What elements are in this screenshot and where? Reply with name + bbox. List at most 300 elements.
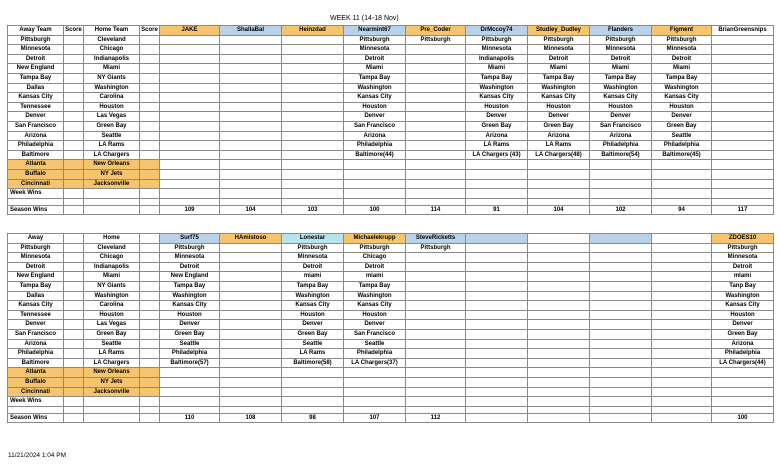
season-wins-label: Season Wins xyxy=(8,413,64,423)
pick-cell xyxy=(220,160,282,170)
pick-cell xyxy=(282,93,344,103)
away-score xyxy=(64,310,84,320)
pick-cell xyxy=(282,121,344,131)
pick-cell: Pittsburgh xyxy=(344,243,406,253)
pick-cell xyxy=(652,377,712,387)
home-team: Seattle xyxy=(84,339,140,349)
away-score xyxy=(64,54,84,64)
week-wins-cell xyxy=(220,189,282,199)
home-score xyxy=(140,141,160,151)
pick-cell xyxy=(590,301,652,311)
pick-cell xyxy=(220,150,282,160)
away-score xyxy=(64,45,84,55)
pick-cell: San Francisco xyxy=(590,121,652,131)
pick-cell xyxy=(712,368,774,378)
away-score xyxy=(64,169,84,179)
spacer-cell xyxy=(712,198,774,205)
pick-cell xyxy=(220,141,282,151)
season-wins-blank xyxy=(84,413,140,423)
pick-cell: Washington xyxy=(528,83,590,93)
pick-cell xyxy=(282,150,344,160)
home-score xyxy=(140,121,160,131)
pick-cell xyxy=(406,387,466,397)
pick-cell: Seattle xyxy=(160,339,220,349)
pick-cell xyxy=(528,169,590,179)
pick-cell xyxy=(160,179,220,189)
pick-cell xyxy=(406,310,466,320)
away-score xyxy=(64,83,84,93)
season-wins-value: 107 xyxy=(344,413,406,423)
pick-cell xyxy=(344,169,406,179)
pick-cell: Washington xyxy=(712,291,774,301)
pick-cell xyxy=(220,54,282,64)
away-score xyxy=(64,329,84,339)
away-team: Minnesota xyxy=(8,45,64,55)
pick-cell: Pittsburgh xyxy=(528,35,590,45)
season-wins-value: 112 xyxy=(406,413,466,423)
away-score xyxy=(64,93,84,103)
game-row xyxy=(8,179,774,189)
pick-cell xyxy=(466,368,528,378)
pick-cell: miami xyxy=(344,272,406,282)
pick-cell: LA Chargers(48) xyxy=(528,150,590,160)
pick-cell xyxy=(220,377,282,387)
header-row xyxy=(8,234,774,244)
season-wins-value: 104 xyxy=(528,205,590,215)
away-team: Kansas City xyxy=(8,301,64,311)
pick-cell xyxy=(590,262,652,272)
pick-cell xyxy=(466,160,528,170)
home-score xyxy=(140,310,160,320)
pick-cell: Philadelphia xyxy=(344,141,406,151)
game-row xyxy=(8,320,774,330)
home-team: Indianapolis xyxy=(84,54,140,64)
pick-cell xyxy=(406,339,466,349)
column-header: Score xyxy=(64,26,84,36)
pick-cell xyxy=(406,301,466,311)
pick-cell xyxy=(160,377,220,387)
pick-cell xyxy=(220,368,282,378)
away-team: Dallas xyxy=(8,83,64,93)
week-wins-cell xyxy=(712,397,774,407)
pick-cell: Houston xyxy=(282,310,344,320)
season-wins-value: 117 xyxy=(712,205,774,215)
pick-cell: Tampa Bay xyxy=(344,73,406,83)
pick-cell xyxy=(652,160,712,170)
away-team: Detroit xyxy=(8,54,64,64)
away-team: Philadelphia xyxy=(8,349,64,359)
pick-cell: Pittsburgh xyxy=(652,35,712,45)
game-row xyxy=(8,301,774,311)
away-team: Denver xyxy=(8,320,64,330)
spacer-cell xyxy=(140,406,160,413)
pick-cell: Houston xyxy=(160,310,220,320)
pick-cell: Miami xyxy=(590,64,652,74)
pick-cell xyxy=(652,320,712,330)
home-team: NY Jets xyxy=(84,377,140,387)
pick-cell xyxy=(282,35,344,45)
pick-cell: Minnesota xyxy=(344,45,406,55)
game-row xyxy=(8,281,774,291)
away-team: Philadelphia xyxy=(8,141,64,151)
game-row xyxy=(8,291,774,301)
spacer-cell xyxy=(466,198,528,205)
pick-cell: Arizona xyxy=(466,131,528,141)
game-row xyxy=(8,310,774,320)
pick-cell xyxy=(590,253,652,263)
pick-cell xyxy=(712,73,774,83)
season-wins-blank xyxy=(140,205,160,215)
pick-cell xyxy=(466,179,528,189)
away-team: Tennessee xyxy=(8,102,64,112)
pick-cell xyxy=(652,272,712,282)
spacer-row xyxy=(8,406,774,413)
picker-name: Studley_Dudley xyxy=(528,26,590,36)
picker-name: Flanders xyxy=(590,26,652,36)
pick-cell xyxy=(282,45,344,55)
away-score xyxy=(64,349,84,359)
pick-cell: Baltimore(58) xyxy=(282,358,344,368)
pick-cell: Seattle xyxy=(652,131,712,141)
pick-cell xyxy=(466,243,528,253)
week-wins-cell xyxy=(64,397,84,407)
pick-cell xyxy=(466,291,528,301)
picker-name: ZDOES10 xyxy=(712,234,774,244)
game-row xyxy=(8,73,774,83)
column-header: Score xyxy=(140,26,160,36)
pick-cell: Minnesota xyxy=(652,45,712,55)
pick-cell xyxy=(590,179,652,189)
week-wins-cell xyxy=(406,397,466,407)
picks-table-top xyxy=(7,25,774,215)
column-header xyxy=(140,234,160,244)
pick-cell: LA Chargers (43) xyxy=(466,150,528,160)
game-row xyxy=(8,93,774,103)
pick-cell xyxy=(406,54,466,64)
away-score xyxy=(64,262,84,272)
away-team: Tennessee xyxy=(8,310,64,320)
away-team: Cincinnati xyxy=(8,179,64,189)
pick-cell: Kansas City xyxy=(528,93,590,103)
season-wins-value: 110 xyxy=(160,413,220,423)
pick-cell: Houston xyxy=(652,102,712,112)
pick-cell xyxy=(220,339,282,349)
pick-cell xyxy=(652,291,712,301)
pick-cell: Detroit xyxy=(344,54,406,64)
home-score xyxy=(140,349,160,359)
pick-cell xyxy=(220,301,282,311)
pick-cell: Tampa Bay xyxy=(590,73,652,83)
pick-cell xyxy=(712,112,774,122)
game-row xyxy=(8,64,774,74)
home-team: Chicago xyxy=(84,45,140,55)
pick-cell: Arizona xyxy=(528,131,590,141)
pick-cell: Detroit xyxy=(528,54,590,64)
pick-cell: Detroit xyxy=(160,262,220,272)
game-row xyxy=(8,262,774,272)
spacer-cell xyxy=(652,198,712,205)
pick-cell xyxy=(160,64,220,74)
pick-cell: LA Chargers(44) xyxy=(712,358,774,368)
pick-cell: Denver xyxy=(528,112,590,122)
spacer-cell xyxy=(712,406,774,413)
pick-cell xyxy=(160,93,220,103)
home-team: New Orleans xyxy=(84,368,140,378)
pick-cell xyxy=(590,339,652,349)
season-wins-value: 108 xyxy=(220,413,282,423)
pick-cell xyxy=(466,272,528,282)
pick-cell xyxy=(220,349,282,359)
pick-cell xyxy=(590,169,652,179)
away-team: New England xyxy=(8,272,64,282)
pick-cell: Pittsburgh xyxy=(406,35,466,45)
picks-table-bottom xyxy=(7,233,774,423)
pick-cell: Detroit xyxy=(590,54,652,64)
away-team: Dallas xyxy=(8,291,64,301)
away-team: Atlanta xyxy=(8,368,64,378)
pick-cell xyxy=(282,179,344,189)
pick-cell: Kansas City xyxy=(344,301,406,311)
away-team: San Francisco xyxy=(8,329,64,339)
home-score xyxy=(140,102,160,112)
pick-cell xyxy=(406,272,466,282)
pick-cell xyxy=(220,179,282,189)
pick-cell: Philadelphia xyxy=(160,349,220,359)
pick-cell xyxy=(406,121,466,131)
away-team: Detroit xyxy=(8,262,64,272)
season-wins-row xyxy=(8,205,774,215)
pick-cell xyxy=(282,368,344,378)
pick-cell xyxy=(160,387,220,397)
away-score xyxy=(64,291,84,301)
pick-cell: Washington xyxy=(652,83,712,93)
pick-cell: Philadelphia xyxy=(712,349,774,359)
home-score xyxy=(140,64,160,74)
pick-cell xyxy=(220,358,282,368)
home-score xyxy=(140,320,160,330)
home-score xyxy=(140,358,160,368)
away-team: Baltimore xyxy=(8,150,64,160)
pick-cell xyxy=(652,253,712,263)
pick-cell xyxy=(712,121,774,131)
home-team: Las Vegas xyxy=(84,320,140,330)
season-wins-value: 98 xyxy=(282,413,344,423)
pick-cell xyxy=(220,83,282,93)
pick-cell: Tampa Bay xyxy=(528,73,590,83)
home-score xyxy=(140,262,160,272)
pick-cell: New England xyxy=(160,272,220,282)
season-wins-blank xyxy=(84,205,140,215)
pick-cell xyxy=(528,301,590,311)
pick-cell: Miami xyxy=(652,64,712,74)
spacer-row xyxy=(8,198,774,205)
game-row xyxy=(8,272,774,282)
away-team: Pittsburgh xyxy=(8,243,64,253)
spacer-cell xyxy=(8,198,64,205)
pick-cell: Pittsburgh xyxy=(344,35,406,45)
week-wins-cell xyxy=(344,397,406,407)
week-wins-cell xyxy=(160,189,220,199)
pick-cell xyxy=(528,281,590,291)
home-score xyxy=(140,243,160,253)
away-team: Tampa Bay xyxy=(8,281,64,291)
season-wins-value xyxy=(466,413,528,423)
pick-cell xyxy=(344,387,406,397)
pick-cell xyxy=(466,377,528,387)
home-team: LA Rams xyxy=(84,349,140,359)
home-team: Green Bay xyxy=(84,121,140,131)
pick-cell xyxy=(282,131,344,141)
home-team: Houston xyxy=(84,102,140,112)
home-score xyxy=(140,45,160,55)
week-wins-cell xyxy=(590,189,652,199)
game-row xyxy=(8,131,774,141)
pick-cell xyxy=(220,131,282,141)
pick-cell: Baltimore(44) xyxy=(344,150,406,160)
pick-cell xyxy=(220,310,282,320)
home-team: Las Vegas xyxy=(84,112,140,122)
home-team: Chicago xyxy=(84,253,140,263)
pick-cell xyxy=(344,160,406,170)
pick-cell xyxy=(466,320,528,330)
pick-cell: LA Chargers(37) xyxy=(344,358,406,368)
week-wins-cell xyxy=(712,189,774,199)
pick-cell xyxy=(406,291,466,301)
week-wins-cell xyxy=(64,189,84,199)
week-wins-cell xyxy=(282,397,344,407)
pick-cell: Indianapolis xyxy=(466,54,528,64)
away-score xyxy=(64,358,84,368)
pick-cell xyxy=(712,35,774,45)
spacer-cell xyxy=(220,406,282,413)
pick-cell xyxy=(466,281,528,291)
pick-cell: Philadelphia xyxy=(590,141,652,151)
pick-cell xyxy=(220,262,282,272)
picker-name: BrianGreensnips xyxy=(712,26,774,36)
pick-cell: Detroit xyxy=(282,262,344,272)
pick-cell xyxy=(220,93,282,103)
home-score xyxy=(140,160,160,170)
home-score xyxy=(140,150,160,160)
pick-cell xyxy=(712,387,774,397)
away-team: Arizona xyxy=(8,339,64,349)
pick-cell xyxy=(406,368,466,378)
game-row xyxy=(8,358,774,368)
spacer-cell xyxy=(590,198,652,205)
pick-cell: Philadelphia xyxy=(652,141,712,151)
pick-cell: Tampa Bay xyxy=(282,281,344,291)
pick-cell xyxy=(590,349,652,359)
pick-cell: Baltimore(54) xyxy=(590,150,652,160)
pick-cell xyxy=(220,281,282,291)
spacer-cell xyxy=(160,198,220,205)
pick-cell xyxy=(712,54,774,64)
pick-cell: Green Bay xyxy=(160,329,220,339)
pick-cell: San Francisco xyxy=(344,121,406,131)
game-row xyxy=(8,112,774,122)
pick-cell xyxy=(282,387,344,397)
pick-cell: Minnesota xyxy=(590,45,652,55)
pick-cell xyxy=(220,243,282,253)
column-header: Away Team xyxy=(8,26,64,36)
header-row xyxy=(8,26,774,36)
away-team: San Francisco xyxy=(8,121,64,131)
pick-cell xyxy=(652,358,712,368)
pick-cell: Kansas City xyxy=(652,93,712,103)
week-wins-row xyxy=(8,189,774,199)
spacer-cell xyxy=(160,406,220,413)
home-score xyxy=(140,368,160,378)
away-team: Arizona xyxy=(8,131,64,141)
pick-cell xyxy=(590,358,652,368)
home-team: Seattle xyxy=(84,131,140,141)
away-score xyxy=(64,121,84,131)
home-score xyxy=(140,329,160,339)
home-team: Miami xyxy=(84,272,140,282)
pick-cell xyxy=(220,73,282,83)
game-row xyxy=(8,169,774,179)
game-row xyxy=(8,339,774,349)
spacer-cell xyxy=(140,198,160,205)
away-score xyxy=(64,64,84,74)
pick-cell xyxy=(160,83,220,93)
pick-cell: Detroit xyxy=(712,262,774,272)
home-score xyxy=(140,377,160,387)
pick-cell xyxy=(528,310,590,320)
spacer-cell xyxy=(64,406,84,413)
game-row xyxy=(8,54,774,64)
pick-cell: Tampa Bay xyxy=(344,281,406,291)
pick-cell xyxy=(528,377,590,387)
game-row xyxy=(8,253,774,263)
home-team: Jacksonville xyxy=(84,179,140,189)
pick-cell xyxy=(528,320,590,330)
pick-cell xyxy=(406,329,466,339)
pick-cell xyxy=(466,329,528,339)
pick-cell xyxy=(466,169,528,179)
pick-cell: Pittsburgh xyxy=(282,243,344,253)
season-wins-value xyxy=(590,413,652,423)
pick-cell xyxy=(528,368,590,378)
game-row xyxy=(8,141,774,151)
pick-cell xyxy=(160,150,220,160)
pick-cell xyxy=(590,310,652,320)
pick-cell: mlami xyxy=(712,272,774,282)
pick-cell xyxy=(712,64,774,74)
pick-cell xyxy=(406,45,466,55)
home-score xyxy=(140,131,160,141)
away-score xyxy=(64,253,84,263)
pick-cell xyxy=(160,121,220,131)
away-score xyxy=(64,141,84,151)
game-row xyxy=(8,45,774,55)
spacer-cell xyxy=(528,406,590,413)
pick-cell xyxy=(220,329,282,339)
pick-cell xyxy=(220,291,282,301)
pick-cell xyxy=(528,272,590,282)
pick-cell xyxy=(652,301,712,311)
pick-cell xyxy=(406,64,466,74)
season-wins-blank xyxy=(64,413,84,423)
week-wins-cell xyxy=(652,397,712,407)
week-wins-cell xyxy=(282,189,344,199)
week-wins-cell xyxy=(84,189,140,199)
home-team: Washington xyxy=(84,83,140,93)
spacer-cell xyxy=(282,198,344,205)
away-score xyxy=(64,301,84,311)
pick-cell xyxy=(406,112,466,122)
picker-name: Nearmint67 xyxy=(344,26,406,36)
